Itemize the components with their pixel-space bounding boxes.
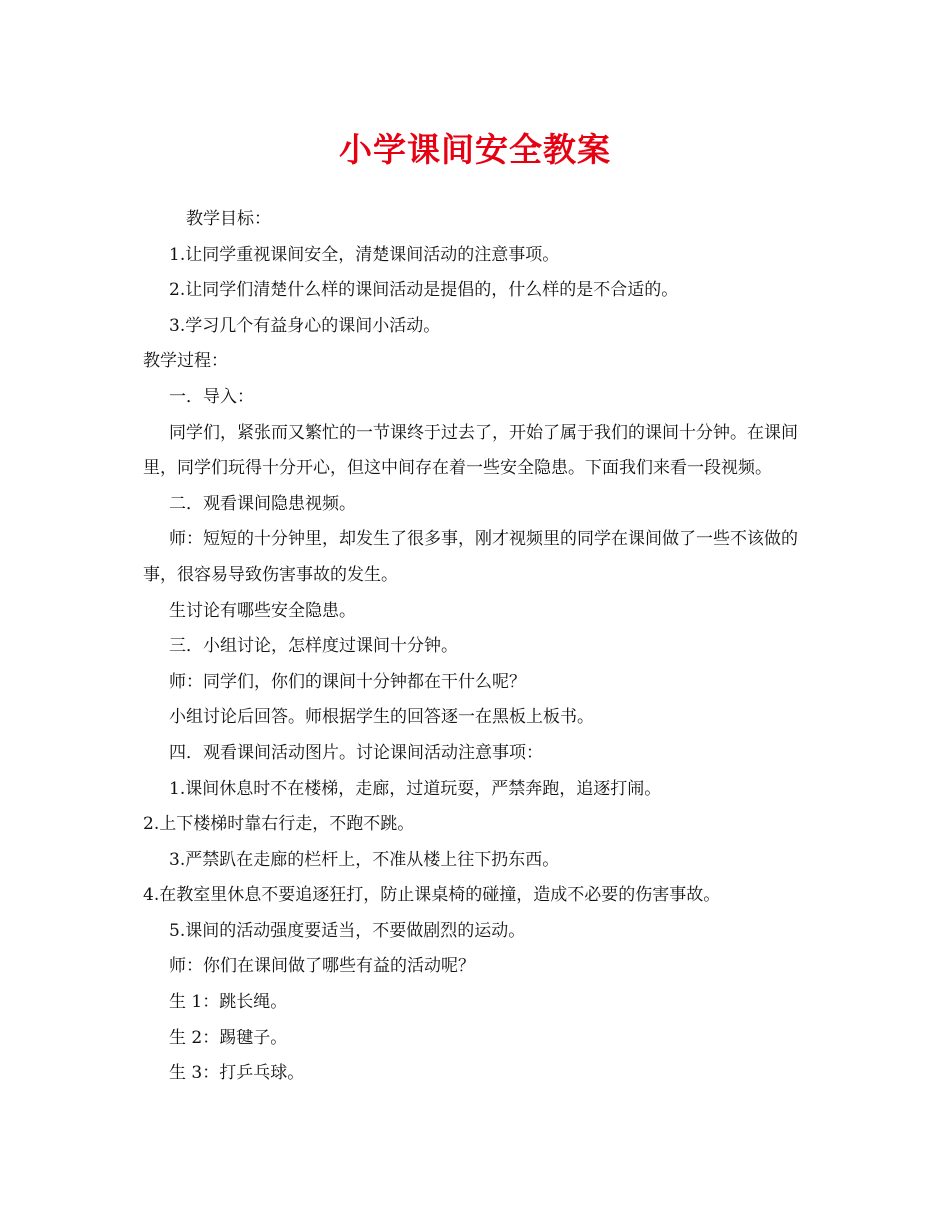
paragraph-section-4-heading: 四．观看课间活动图片。讨论课间活动注意事项： xyxy=(169,742,543,763)
paragraph-rule-1: 1.课间休息时不在楼梯，走廊，过道玩耍，严禁奔跑，追逐打闹。 xyxy=(169,778,662,799)
paragraph-introduction: 同学们，紧张而又繁忙的一节课终于过去了，开始了属于我们的课间十分钟。在课间里，同学们玩得十分开心，但这中间存在着一些安全隐患。下面我们来看一段视频。 xyxy=(143,422,798,479)
paragraph-goal-1: 1.让同学重视课间安全，清楚课间活动的注意事项。 xyxy=(169,244,560,265)
paragraph-group-answer: 小组讨论后回答。师根据学生的回答逐一在黑板上板书。 xyxy=(169,707,594,728)
paragraph-student-answer-1: 生 1：跳长绳。 xyxy=(169,992,288,1013)
paragraph-section-3-heading: 三．小组讨论，怎样度过课间十分钟。 xyxy=(169,636,458,657)
paragraph-teacher-question-2: 师：你们在课间做了哪些有益的活动呢？ xyxy=(169,956,475,977)
document-body xyxy=(0,202,950,1092)
paragraph-goal-3: 3.学习几个有益身心的课间小活动。 xyxy=(169,315,441,336)
paragraph-goal-2: 2.让同学们清楚什么样的课间活动是提倡的，什么样的是不合适的。 xyxy=(169,280,679,301)
paragraph-teaching-goals-heading: 教学目标： xyxy=(186,209,271,229)
paragraph-teaching-process-heading: 教学过程： xyxy=(143,351,228,372)
paragraph-section-1-heading: 一．导入： xyxy=(169,386,254,407)
paragraph-rule-2: 2.上下楼梯时靠右行走，不跑不跳。 xyxy=(143,814,415,835)
paragraph-student-answer-2: 生 2：踢毽子。 xyxy=(169,1027,288,1048)
paragraph-student-answer-3: 生 3：打乒乓球。 xyxy=(169,1063,305,1084)
paragraph-rule-3: 3.严禁趴在走廊的栏杆上，不准从楼上往下扔东西。 xyxy=(169,849,560,870)
paragraph-student-discussion: 生讨论有哪些安全隐患。 xyxy=(169,600,356,621)
paragraph-teacher-question-1: 师：同学们，你们的课间十分钟都在干什么呢？ xyxy=(169,671,526,692)
document-title: 小学课间安全教案 xyxy=(339,130,611,169)
paragraph-teacher-video-comment: 师：短短的十分钟里，却发生了很多事，刚才视频里的同学在课间做了一些不该做的事，很容易导致伤害事故的发生。 xyxy=(143,529,798,585)
paragraph-rule-4: 4.在教室里休息不要追逐狂打，防止课桌椅的碰撞，造成不必要的伤害事故。 xyxy=(143,885,721,906)
paragraph-rule-5: 5.课间的活动强度要适当，不要做剧烈的运动。 xyxy=(169,920,526,941)
paragraph-section-2-heading: 二．观看课间隐患视频。 xyxy=(169,493,356,514)
